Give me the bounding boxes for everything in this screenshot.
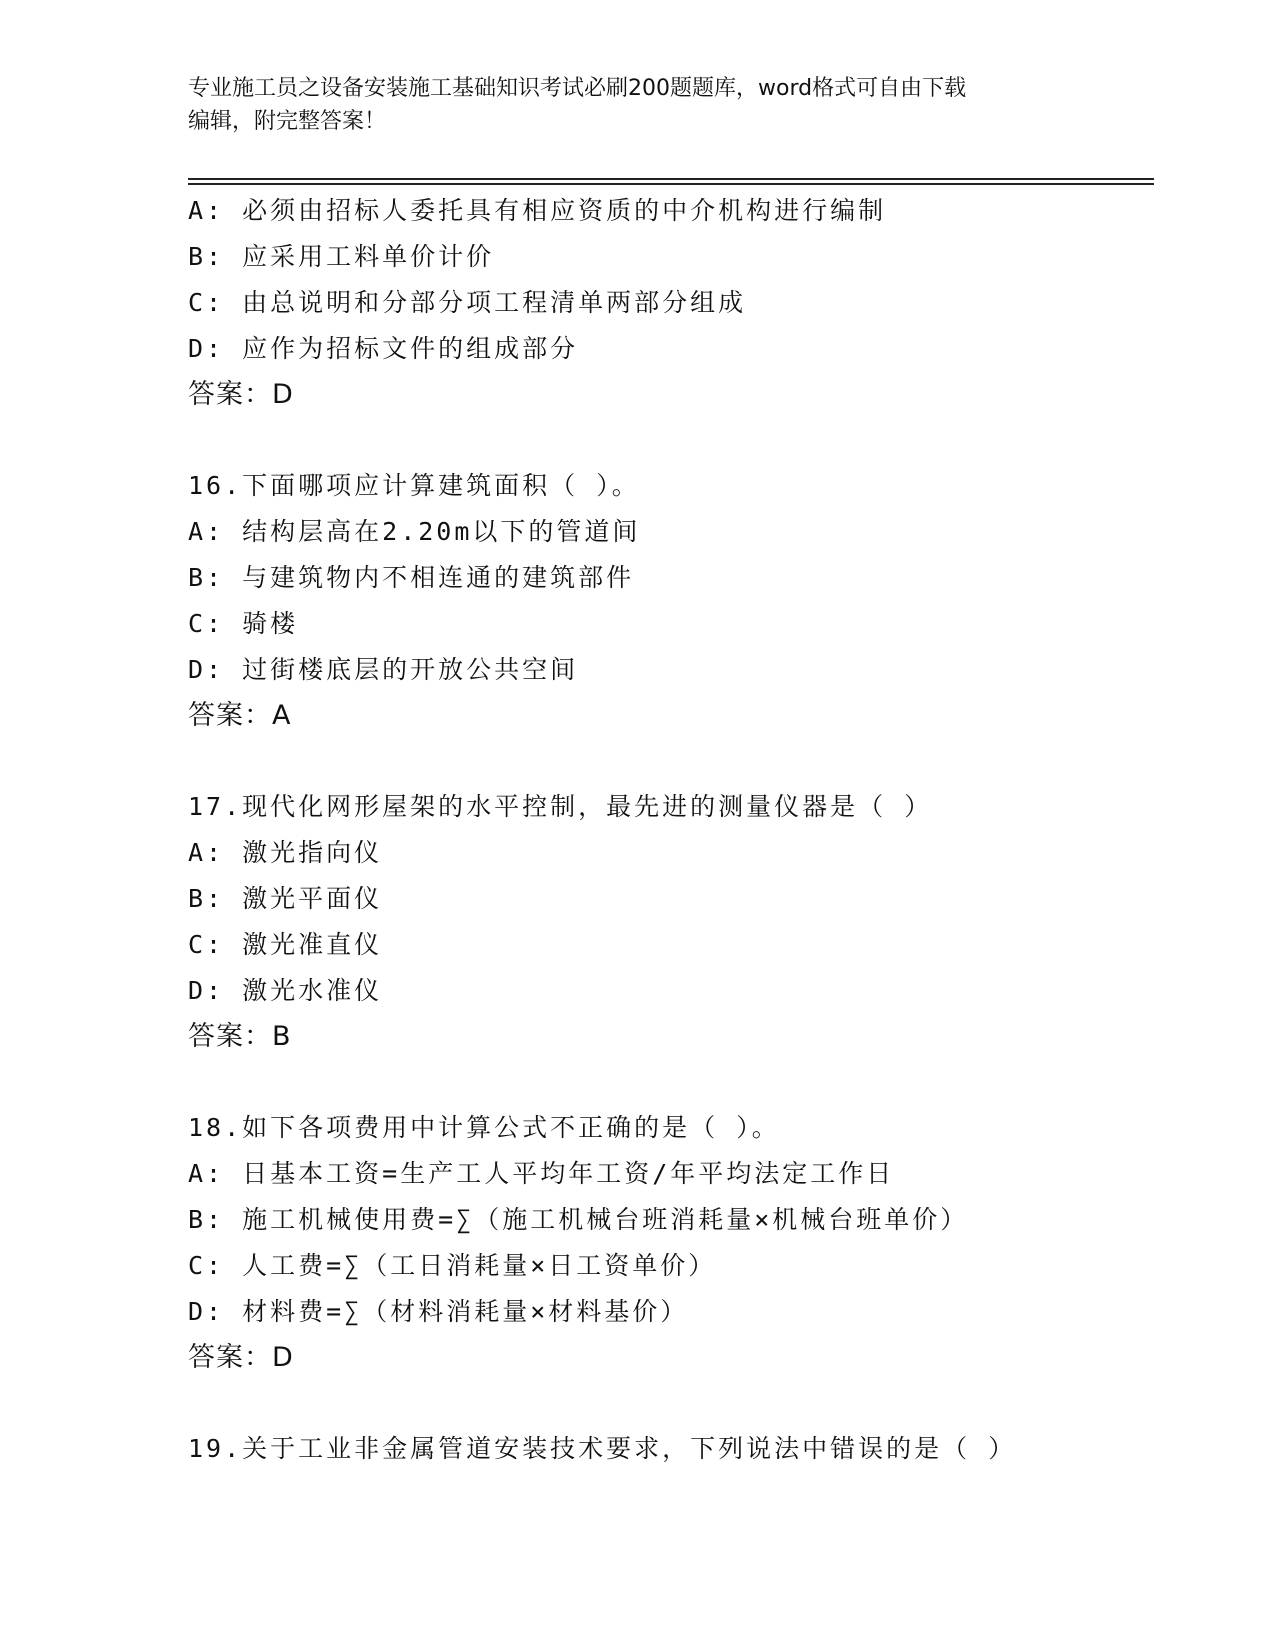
option-c: C: 由总说明和分部分项工程清单两部分组成 [188,288,747,317]
option-a: A: 激光指向仪 [188,838,383,867]
document-header [188,72,1088,138]
option-d: D: 应作为招标文件的组成部分 [188,334,579,363]
option-c: C: 骑楼 [188,609,299,638]
spacer [188,418,1168,463]
question-block-17 [188,784,1168,1060]
option-b: B: 激光平面仪 [188,884,383,913]
option-b: B: 施工机械使用费=∑（施工机械台班消耗量×机械台班单价） [188,1205,969,1234]
option-c: C: 激光准直仪 [188,930,383,959]
option-d: D: 激光水准仪 [188,976,383,1005]
option-a: A: 必须由招标人委托具有相应资质的中介机构进行编制 [188,196,887,225]
option-a: A: 结构层高在2.20m以下的管道间 [188,517,641,546]
option-d: D: 过街楼底层的开放公共空间 [188,655,579,684]
question-block-18 [188,1105,1168,1381]
question-list [188,188,1168,1472]
header-divider-bottom [188,183,1154,185]
question-block-16 [188,463,1168,739]
option-b: B: 与建筑物内不相连通的建筑部件 [188,563,635,592]
option-d: D: 材料费=∑（材料消耗量×材料基价） [188,1297,689,1326]
question-block-15 [188,188,1168,418]
question-block-19 [188,1426,1168,1472]
spacer [188,739,1168,784]
answer-line: 答案：B [188,1021,292,1052]
question-title: 16.下面哪项应计算建筑面积（ ）。 [188,471,640,500]
answer-line: 答案：A [188,700,292,731]
option-c: C: 人工费=∑（工日消耗量×日工资单价） [188,1251,717,1280]
header-title-line-2: 编辑，附完整答案！ [188,109,387,134]
question-title: 17.现代化网形屋架的水平控制，最先进的测量仪器是（ ） [188,792,933,821]
spacer [188,1060,1168,1105]
header-title-line-1: 专业施工员之设备安装施工基础知识考试必刷200题题库，word格式可自由下载 [188,76,967,101]
answer-line: 答案：D [188,379,294,410]
question-title: 18.如下各项费用中计算公式不正确的是（ ）。 [188,1113,780,1142]
spacer [188,1381,1168,1426]
option-b: B: 应采用工料单价计价 [188,242,495,271]
answer-line: 答案：D [188,1342,294,1373]
question-title: 19.关于工业非金属管道安装技术要求，下列说法中错误的是（ ） [188,1434,1017,1463]
option-a: A: 日基本工资=生产工人平均年工资/年平均法定工作日 [188,1159,895,1188]
header-divider-top [188,178,1154,180]
